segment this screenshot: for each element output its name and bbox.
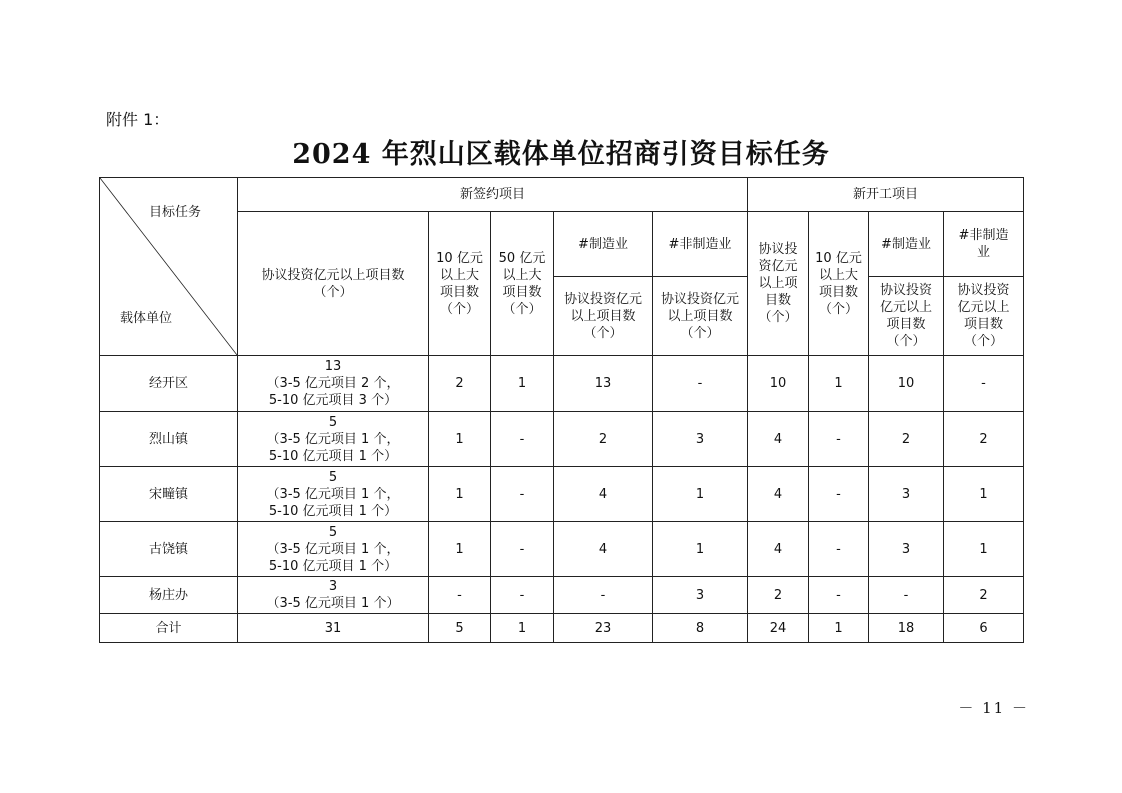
total-c7: 1: [809, 614, 869, 643]
c3-cell: -: [491, 467, 554, 522]
group-header-new-started: 新开工项目: [748, 178, 1024, 212]
c1-cell: [238, 356, 429, 412]
total-c9: 6: [944, 614, 1024, 643]
table-row: [100, 412, 1024, 467]
c9-cell: -: [944, 356, 1024, 412]
c9-cell: 2: [944, 412, 1024, 467]
unit-cell: 烈山镇: [100, 412, 238, 467]
c8-cell: 3: [869, 467, 944, 522]
c4-cell: 13: [554, 356, 653, 412]
c1-total: 5: [328, 469, 338, 485]
c1-total: 5: [328, 414, 338, 430]
c1-note-1: （3-5 亿元项目 2 个，: [266, 376, 400, 391]
header-c5-top: #非制造业: [653, 212, 748, 277]
c1-note-1: （3-5 亿元项目 1 个）: [266, 596, 400, 611]
total-c4: 23: [554, 614, 653, 643]
c4-cell: 4: [554, 467, 653, 522]
total-c3: 1: [491, 614, 554, 643]
c6-cell: 10: [748, 356, 809, 412]
c3-cell: -: [491, 412, 554, 467]
total-c8: 18: [869, 614, 944, 643]
table-row: [100, 467, 1024, 522]
c9-cell: 1: [944, 467, 1024, 522]
header-row-1: [100, 178, 1024, 212]
c2-cell: 1: [429, 467, 491, 522]
c5-cell: -: [653, 356, 748, 412]
c2-cell: 1: [429, 522, 491, 577]
page-number: － 11 －: [958, 699, 1029, 717]
c6-cell: 4: [748, 467, 809, 522]
header-c3: 50 亿元以上大项目数（个）: [491, 212, 554, 356]
header-row-2: [100, 212, 1024, 277]
c8-cell: 3: [869, 522, 944, 577]
header-c7: 10 亿元以上大项目数（个）: [809, 212, 869, 356]
c7-cell: -: [809, 412, 869, 467]
unit-cell: 经开区: [100, 356, 238, 412]
attachment-label: 附件 1：: [106, 110, 170, 129]
total-c5: 8: [653, 614, 748, 643]
unit-cell: 杨庄办: [100, 577, 238, 614]
c1-note-1: （3-5 亿元项目 1 个，: [266, 541, 400, 557]
table-row: [100, 577, 1024, 614]
c7-cell: -: [809, 522, 869, 577]
c1-total: 13: [324, 359, 342, 374]
c1-cell: [238, 412, 429, 467]
total-c6: 24: [748, 614, 809, 643]
c4-cell: 4: [554, 522, 653, 577]
c4-cell: -: [554, 577, 653, 614]
c8-cell: 10: [869, 356, 944, 412]
c6-cell: 4: [748, 522, 809, 577]
c8-cell: 2: [869, 412, 944, 467]
c3-cell: 1: [491, 356, 554, 412]
header-c9-top: #非制造业: [944, 212, 1024, 277]
diag-top-label: 目标任务: [148, 205, 201, 220]
total-label: 合计: [100, 614, 238, 643]
header-c4-sub: 协议投资亿元以上项目数（个）: [554, 277, 653, 356]
unit-cell: 宋疃镇: [100, 467, 238, 522]
c1-note-2: 5-10 亿元项目 1 个）: [268, 558, 398, 574]
c1-note-1: （3-5 亿元项目 1 个，: [266, 486, 400, 502]
table-row: [100, 522, 1024, 577]
table-row: [100, 356, 1024, 412]
header-c8-top: #制造业: [869, 212, 944, 277]
header-c6: 协议投资亿元以上项目数（个）: [748, 212, 809, 356]
c2-cell: -: [429, 577, 491, 614]
c1-cell: [238, 467, 429, 522]
page-title: 2024 年烈山区载体单位招商引资目标任务: [292, 139, 830, 170]
c6-cell: 4: [748, 412, 809, 467]
unit-cell: 古饶镇: [100, 522, 238, 577]
c5-cell: 3: [653, 412, 748, 467]
total-c1: 31: [238, 614, 429, 643]
header-c9-sub: 协议投资亿元以上项目数（个）: [944, 277, 1024, 356]
c6-cell: 2: [748, 577, 809, 614]
total-c2: 5: [429, 614, 491, 643]
c1-total: 5: [328, 524, 338, 540]
c1-total: 3: [328, 579, 338, 594]
c9-cell: 1: [944, 522, 1024, 577]
header-c8-sub: 协议投资亿元以上项目数（个）: [869, 277, 944, 356]
c1-cell: [238, 522, 429, 577]
c2-cell: 1: [429, 412, 491, 467]
header-c2: 10 亿元以上大项目数（个）: [429, 212, 491, 356]
c7-cell: 1: [809, 356, 869, 412]
c1-note-1: （3-5 亿元项目 1 个，: [266, 431, 400, 447]
c1-note-2: 5-10 亿元项目 1 个）: [268, 448, 398, 464]
c9-cell: 2: [944, 577, 1024, 614]
target-table: [99, 177, 1024, 643]
c8-cell: -: [869, 577, 944, 614]
c5-cell: 3: [653, 577, 748, 614]
total-row: [100, 614, 1024, 643]
c2-cell: 2: [429, 356, 491, 412]
diag-bottom-label: 载体单位: [120, 311, 173, 326]
c3-cell: -: [491, 577, 554, 614]
diagonal-header-cell: [100, 178, 238, 356]
c7-cell: -: [809, 577, 869, 614]
c3-cell: -: [491, 522, 554, 577]
c1-cell: [238, 577, 429, 614]
c1-note-2: 5-10 亿元项目 1 个）: [268, 503, 398, 519]
c1-note-2: 5-10 亿元项目 3 个）: [268, 393, 398, 408]
c5-cell: 1: [653, 522, 748, 577]
header-c5-sub: 协议投资亿元以上项目数（个）: [653, 277, 748, 356]
header-c1: 协议投资亿元以上项目数（个）: [238, 212, 429, 356]
c4-cell: 2: [554, 412, 653, 467]
group-header-new-signed: 新签约项目: [238, 178, 748, 212]
c5-cell: 1: [653, 467, 748, 522]
c7-cell: -: [809, 467, 869, 522]
header-c4-top: #制造业: [554, 212, 653, 277]
